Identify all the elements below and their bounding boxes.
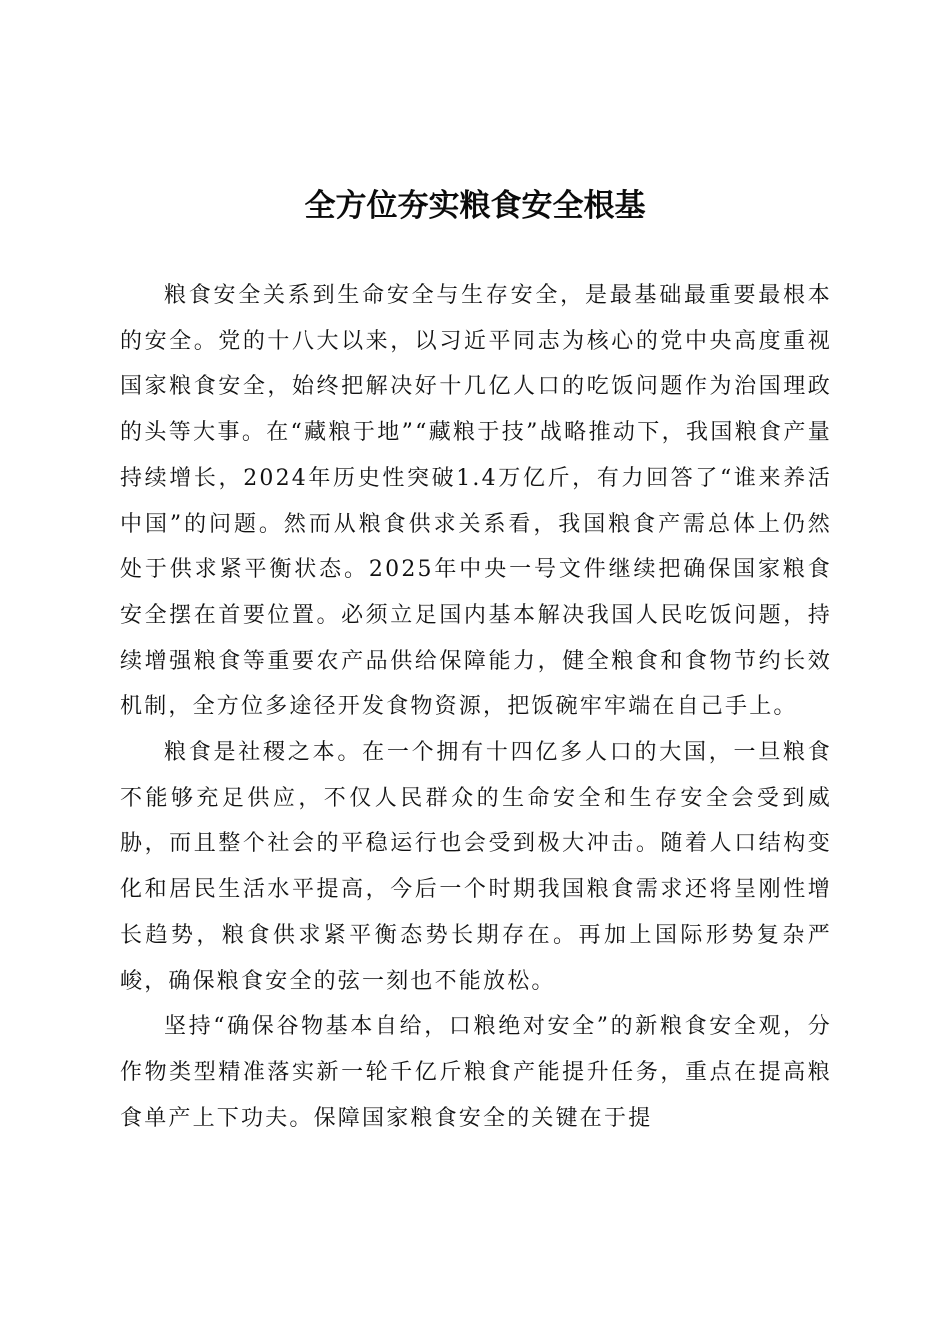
document-body xyxy=(120,273,832,1141)
document-title: 全方位夯实粮食安全根基 xyxy=(304,188,646,224)
paragraph-1: 粮食安全关系到生命安全与生存安全，是最基础最重要最根本的安全。党的十八大以来，以习近平同志为核心的党中央高度重视国家粮食安全，始终把解决好十几亿人口的吃饭问题作为治国理政的头等大事。在“藏粮于地”“藏粮于技”战略推动下，我国粮食产量持续增长，2024年历史性突破1.4万亿斤，有力回答了“谁来养活中国”的问题。然而从粮食供求关系看，我国粮食产需总体上仍然处于供求紧平衡状态。2025年中央一号文件继续把确保国家粮食安全摆在首要位置。必须立足国内基本解决我国人民吃饭问题，持续增强粮食等重要农产品供给保障能力，健全粮食和食物节约长效机制，全方位多途径开发食物资源，把饭碗牢牢端在自己手上。 xyxy=(120,283,832,720)
paragraph-3: 坚持“确保谷物基本自给，口粮绝对安全”的新粮食安全观，分作物类型精准落实新一轮千亿斤粮食产能提升任务，重点在提高粮食单产上下功夫。保障国家粮食安全的关键在于提 xyxy=(120,1014,832,1131)
paragraph-2: 粮食是社稷之本。在一个拥有十四亿多人口的大国，一旦粮食不能够充足供应，不仅人民群众的生命安全和生存安全会受到威胁，而且整个社会的平稳运行也会受到极大冲击。随着人口结构变化和居民生活水平提高，今后一个时期我国粮食需求还将呈刚性增长趋势，粮食供求紧平衡态势长期存在。再加上国际形势复杂严峻，确保粮食安全的弦一刻也不能放松。 xyxy=(120,740,832,994)
